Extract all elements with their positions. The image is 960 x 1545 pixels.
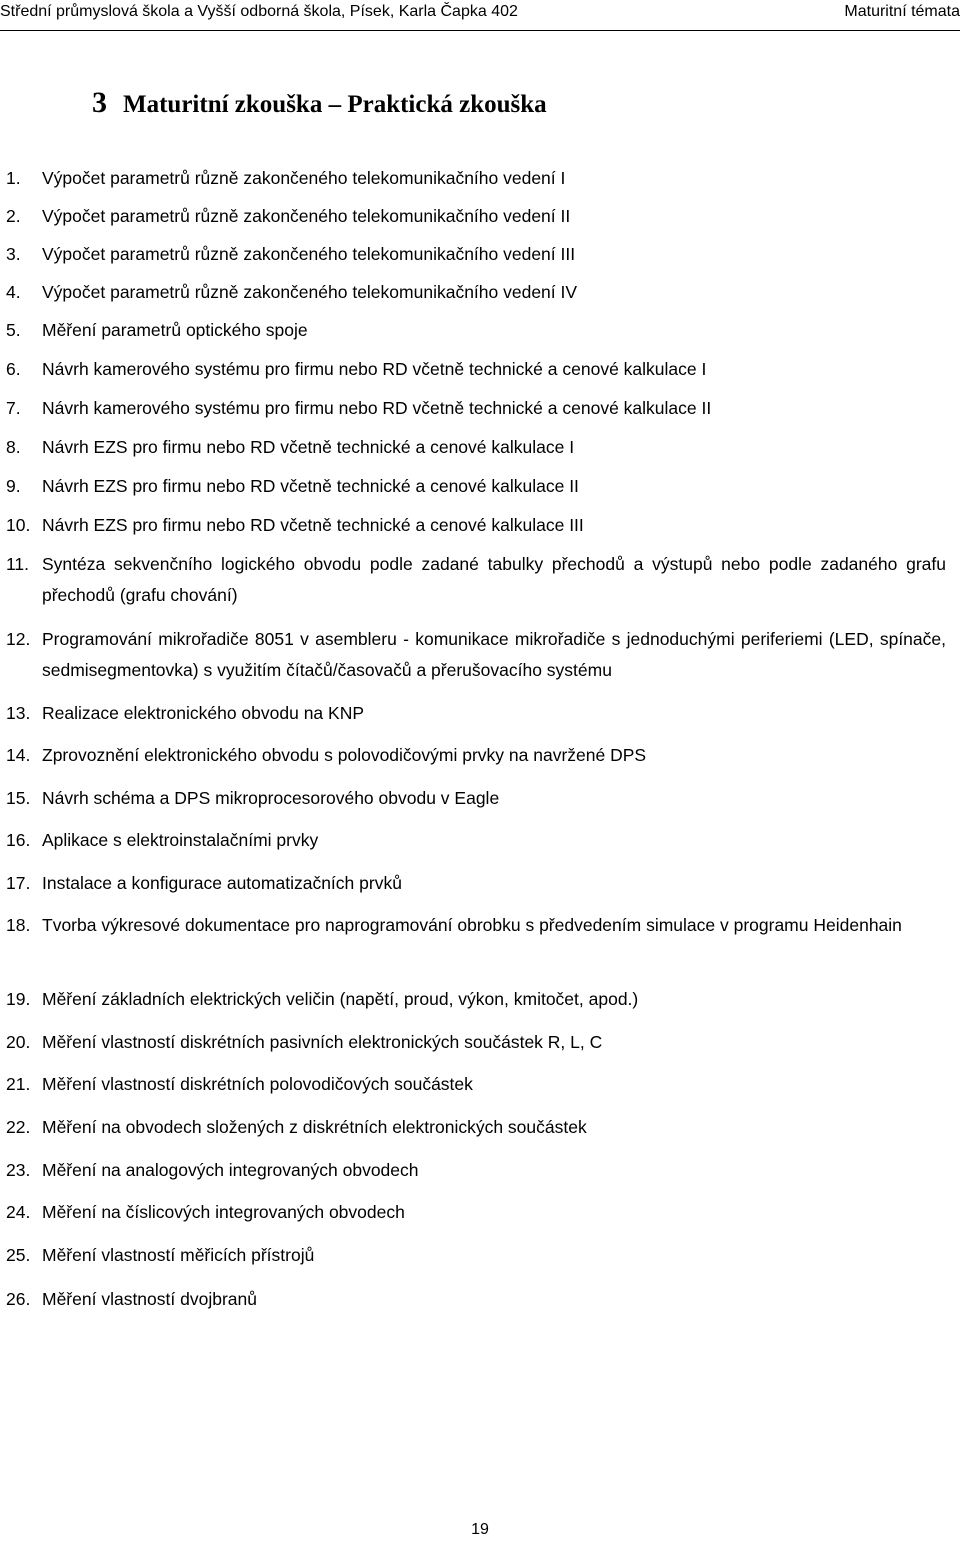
list-item [6, 740, 946, 771]
list-item [6, 1069, 946, 1100]
item-text: Programování mikrořadiče 8051 v asembleru - komunikace mikrořadiče s jednoduchými periferiemi (LED, spínače, sedmisegmentovka) s využitím čítačů/časovačů a přerušovacího systému [42, 629, 946, 680]
list-item [6, 1284, 946, 1315]
list-item [6, 1240, 946, 1271]
section-title: Maturitní zkouška – Praktická zkouška [123, 91, 547, 118]
item-text: Měření vlastností měřicích přístrojů [42, 1245, 315, 1265]
item-number: 9. [6, 476, 21, 496]
document-title: Maturitní témata [844, 3, 960, 20]
header-divider [0, 30, 960, 31]
list-item [6, 277, 946, 308]
item-text: Aplikace s elektroinstalačními prvky [42, 830, 319, 850]
item-text: Zprovoznění elektronického obvodu s polovodičovými prvky na navržené DPS [42, 745, 647, 765]
item-number: 4. [6, 282, 21, 302]
list-item [6, 1112, 946, 1143]
section-number: 3 [92, 86, 107, 119]
item-number: 23. [6, 1160, 31, 1180]
list-item [6, 1155, 946, 1186]
item-text: Tvorba výkresové dokumentace pro naprogramování obrobku s předvedením simulace v programu Heidenhain [42, 915, 902, 935]
list-item [6, 868, 946, 899]
item-number: 11. [6, 554, 30, 574]
item-number: 12. [6, 629, 31, 649]
list-item [6, 1027, 946, 1058]
page-header [0, 2, 960, 26]
item-number: 13. [6, 703, 31, 723]
list-item [6, 432, 946, 463]
item-number: 6. [6, 359, 21, 379]
item-text: Návrh schéma a DPS mikroprocesorového obvodu v Eagle [42, 788, 500, 808]
list-item [6, 471, 946, 502]
item-text: Měření na číslicových integrovaných obvodech [42, 1202, 405, 1222]
item-number: 3. [6, 244, 21, 264]
item-text: Měření vlastností diskrétních pasivních elektronických součástek R, L, C [42, 1032, 603, 1052]
list-item [6, 239, 946, 270]
item-text: Měření na obvodech složených z diskrétních elektronických součástek [42, 1117, 587, 1137]
item-text: Měření parametrů optického spoje [42, 320, 308, 340]
list-item [6, 1197, 946, 1228]
item-number: 19. [6, 989, 31, 1009]
item-text: Návrh kamerového systému pro firmu nebo RD včetně technické a cenové kalkulace II [42, 398, 712, 418]
item-text: Měření vlastností diskrétních polovodičových součástek [42, 1074, 473, 1094]
list-item [6, 354, 946, 385]
item-text: Měření na analogových integrovaných obvodech [42, 1160, 419, 1180]
list-item [6, 984, 946, 1015]
list-item [6, 825, 946, 856]
item-text: Výpočet parametrů různě zakončeného telekomunikačního vedení I [42, 168, 566, 188]
school-name: Střední průmyslová škola a Vyšší odborná škola, Písek, Karla Čapka 402 [0, 3, 518, 20]
item-text: Syntéza sekvenčního logického obvodu podle zadané tabulky přechodů a výstupů nebo podle zadaného grafu přechodů (grafu chování) [42, 554, 946, 605]
list-item [6, 549, 946, 611]
item-number: 7. [6, 398, 21, 418]
item-number: 5. [6, 320, 21, 340]
item-number: 10. [6, 515, 31, 535]
list-item [6, 510, 946, 541]
item-text: Výpočet parametrů různě zakončeného telekomunikačního vedení II [42, 206, 571, 226]
item-text: Návrh EZS pro firmu nebo RD včetně technické a cenové kalkulace II [42, 476, 579, 496]
item-text: Realizace elektronického obvodu na KNP [42, 703, 364, 723]
item-number: 8. [6, 437, 21, 457]
list-item [6, 624, 946, 686]
list-item [6, 783, 946, 814]
item-number: 16. [6, 830, 31, 850]
item-number: 14. [6, 745, 31, 765]
item-number: 20. [6, 1032, 31, 1052]
item-number: 15. [6, 788, 31, 808]
item-number: 21. [6, 1074, 31, 1094]
list-item [6, 201, 946, 232]
item-text: Návrh kamerového systému pro firmu nebo RD včetně technické a cenové kalkulace I [42, 359, 707, 379]
list-item [6, 698, 946, 729]
item-number: 24. [6, 1202, 31, 1222]
list-item [6, 910, 946, 941]
page-number: 19 [471, 1521, 489, 1538]
item-text: Výpočet parametrů různě zakončeného telekomunikačního vedení III [42, 244, 576, 264]
item-text: Měření základních elektrických veličin (napětí, proud, výkon, kmitočet, apod.) [42, 989, 639, 1009]
item-text: Měření vlastností dvojbranů [42, 1289, 257, 1309]
item-text: Instalace a konfigurace automatizačních prvků [42, 873, 402, 893]
item-number: 25. [6, 1245, 31, 1265]
item-number: 1. [6, 168, 21, 188]
item-number: 2. [6, 206, 21, 226]
item-number: 18. [6, 915, 31, 935]
item-text: Výpočet parametrů různě zakončeného telekomunikačního vedení IV [42, 282, 578, 302]
list-item [6, 315, 946, 346]
list-item [6, 163, 946, 194]
item-text: Návrh EZS pro firmu nebo RD včetně technické a cenové kalkulace I [42, 437, 575, 457]
item-number: 22. [6, 1117, 31, 1137]
item-text: Návrh EZS pro firmu nebo RD včetně technické a cenové kalkulace III [42, 515, 584, 535]
item-number: 17. [6, 873, 31, 893]
list-item [6, 393, 946, 424]
item-number: 26. [6, 1289, 31, 1309]
section-heading [92, 86, 547, 122]
